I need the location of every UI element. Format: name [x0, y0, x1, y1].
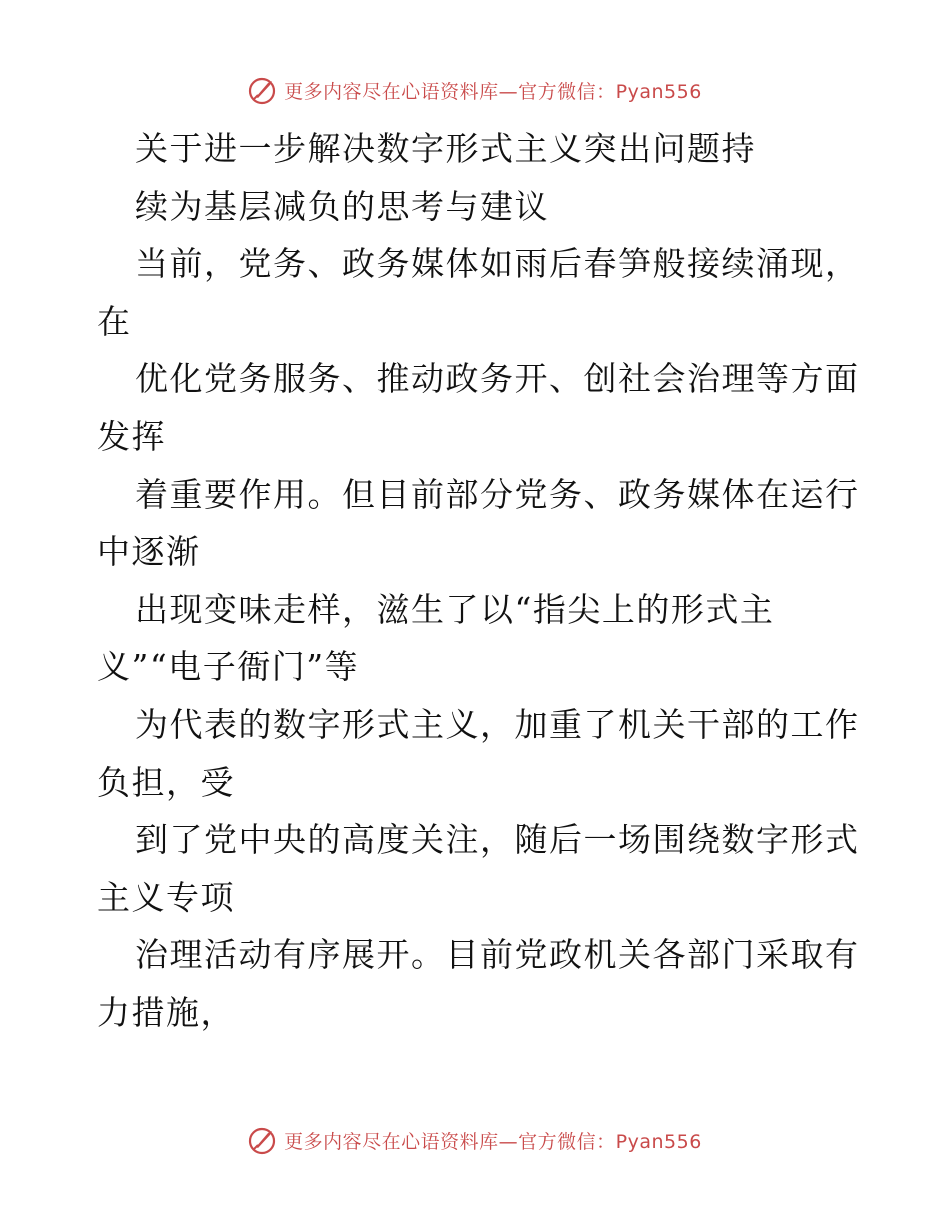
- title-line-1: 关于进一步解决数字形式主义突出问题持: [135, 129, 756, 168]
- text-line: 治理活动有序展开。目前党政机关各部门采取有: [135, 935, 860, 975]
- text-line: 着重要作用。但目前部分党务、政务媒体在运行: [135, 474, 860, 514]
- text-line: 在: [97, 301, 132, 341]
- text-line: 优化党务服务、推动政务开、创社会治理等方面: [135, 359, 860, 399]
- text-line: 义”“电子衙门”等: [97, 647, 360, 687]
- text-line: 到了党中央的高度关注，随后一场围绕数字形式: [135, 820, 860, 860]
- document-body: [97, 120, 860, 1042]
- quill-logo-icon: [248, 1125, 278, 1155]
- text-line: 主义专项: [97, 877, 235, 917]
- text-line: 出现变味走样，滋生了以“指尖上的形式主: [135, 589, 775, 629]
- text-line: 负担，受: [97, 762, 235, 802]
- title-line-2: 续为基层减负的思考与建议: [135, 186, 549, 226]
- header-watermark-text: 更多内容尽在心语资料库—官方微信：Pyan556: [284, 80, 702, 103]
- text-line: 为代表的数字形式主义，加重了机关干部的工作: [135, 704, 860, 744]
- quill-logo-icon: [248, 75, 278, 105]
- text-line: 中逐渐: [97, 532, 201, 572]
- footer-watermark: [0, 1120, 950, 1160]
- text-line: 发挥: [97, 416, 166, 456]
- text-line: 力措施，: [97, 992, 235, 1032]
- text-line: 当前，党务、政务媒体如雨后春笋般接续涌现，: [135, 244, 860, 284]
- footer-watermark-text: 更多内容尽在心语资料库—官方微信：Pyan556: [284, 1130, 702, 1153]
- header-watermark: [0, 70, 950, 110]
